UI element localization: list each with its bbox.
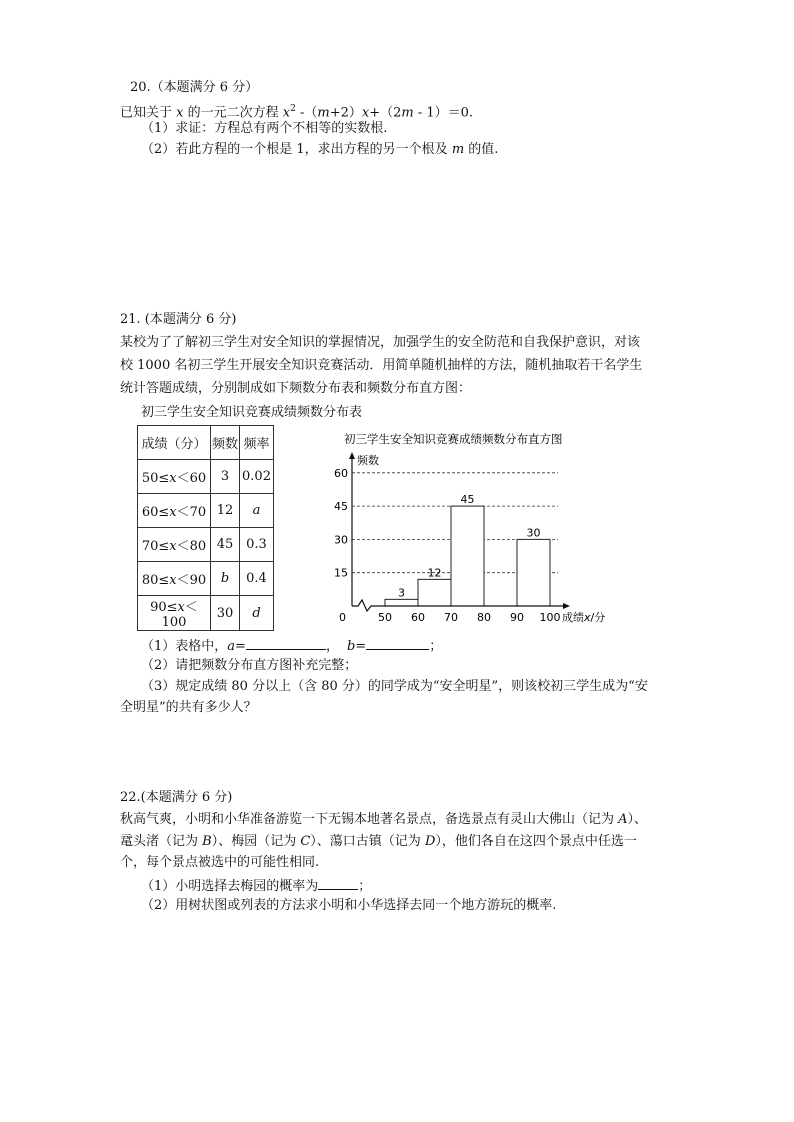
q22-para-line3: 个，每个景点被选中的可能性相同. — [120, 855, 320, 870]
y-axis-arrow-icon — [349, 452, 355, 459]
q21-part2: （2）请把频数分布直方图补充完整； — [141, 658, 358, 673]
var-m: m — [401, 105, 414, 121]
table-header-row — [138, 426, 274, 460]
q20-part1: （1）求证：方程总有两个不相等的实数根. — [141, 121, 388, 136]
table-header-cell: 频数 — [211, 426, 240, 460]
separator: ， — [325, 639, 339, 654]
x-tick-label: 70 — [444, 611, 458, 624]
x-tick-label: 90 — [510, 611, 524, 624]
q21-para-line1: 某校为了了解初三学生对安全知识的掌握情况，加强学生的安全防范和自我保护意识，对该 — [120, 335, 641, 350]
y-tick-label: 60 — [334, 466, 348, 480]
table-row — [138, 528, 274, 562]
q22-header: 22.(本题满分 6 分) — [120, 790, 233, 805]
freq-cell: d — [240, 596, 274, 631]
q20-part2-text: （2）若此方程的一个根是 1，求出方程的另一个根及 — [141, 142, 452, 157]
table-row — [138, 494, 274, 528]
q21-part3-line1: （3）规定成绩 80 分以上（含 80 分）的同学成为“安全明星”，则该校初三学生成为“安 — [141, 679, 648, 694]
q22-text: 鼋头渚（记为 — [120, 834, 203, 849]
count-cell: b — [211, 562, 240, 596]
table-row — [138, 460, 274, 494]
count-cell: 45 — [211, 528, 240, 562]
chart-title: 初三学生安全知识竞赛成绩频数分布直方图 — [344, 432, 563, 446]
q22-text: ）、蕩口古镇（记为 — [310, 834, 425, 849]
table-header-cell: 成绩（分） — [138, 426, 211, 460]
q21-para-line2: 校 1000 名初三学生开展安全知识竞赛活动．用简单随机抽样的方法，随机抽取若干名学生 — [120, 358, 643, 373]
semicolon: ； — [429, 639, 443, 654]
q21-para-line3: 统计答题成绩，分别制成如下频数分布表和频数分布直方图： — [120, 381, 472, 396]
bar-value-label: 12 — [427, 566, 442, 580]
answer-blank-b[interactable] — [366, 636, 429, 650]
x-axis-arrow-icon — [563, 603, 570, 609]
frequency-table — [137, 425, 274, 631]
count-cell: 3 — [211, 460, 240, 494]
var-a: a — [227, 639, 236, 654]
range-cell: 60≤x＜70 — [138, 494, 211, 528]
q22-para-line1 — [120, 811, 647, 829]
var-x: x — [361, 105, 370, 121]
y-tick-label: 45 — [334, 500, 348, 514]
var-m: m — [451, 142, 465, 157]
q20-part2-text-2: 的值. — [464, 142, 499, 157]
count-cell: 12 — [211, 494, 240, 528]
x-tick-label: 100 — [539, 611, 561, 624]
bar-value-label: 45 — [460, 493, 475, 507]
table-row — [138, 562, 274, 596]
bar-value-label: 3 — [398, 586, 405, 600]
q21-part1-text: （1）表格中， — [141, 639, 228, 654]
x-tick-label: 50 — [378, 611, 392, 624]
q20-stem-text-2: 的一元二次方程 — [183, 105, 283, 121]
var-C: C — [300, 834, 311, 849]
q20-part2 — [141, 141, 498, 159]
q22-text: 秋高气爽，小明和小华准备游览一下无锡本地著名景点，备选景点有灵山大佛山（记为 — [120, 812, 619, 827]
q22-text: ）、梅园（记为 — [211, 834, 301, 849]
y-tick-label: 30 — [334, 533, 348, 547]
answer-blank-probability[interactable] — [318, 876, 358, 890]
equation-text: -（ — [295, 105, 318, 121]
equals-sign: = — [235, 639, 246, 654]
q20-stem-text: 已知关于 — [120, 105, 177, 121]
q22-text: ），他们各自在这四个景点中任选一 — [435, 834, 637, 849]
table-row — [138, 596, 274, 631]
histogram-bar — [451, 506, 484, 606]
var-B: B — [202, 834, 212, 849]
var-x: x — [282, 105, 291, 121]
origin-label: 0 — [339, 611, 346, 624]
q21-part1 — [141, 636, 442, 656]
q21-header: 21. (本题满分 6 分) — [120, 312, 237, 327]
range-cell: 70≤x＜80 — [138, 528, 211, 562]
y-axis-label: 频数 — [357, 454, 379, 467]
var-D: D — [424, 834, 436, 849]
x-tick-label: 60 — [411, 611, 425, 624]
equation-text: - 1）＝0. — [413, 105, 474, 121]
y-tick-label: 15 — [334, 566, 348, 580]
range-cell: 90≤x＜100 — [138, 596, 211, 631]
var-b: b — [346, 639, 356, 654]
exponent: 2 — [290, 104, 296, 114]
q20-header: 20.（本题满分 6 分） — [130, 80, 259, 95]
var-m: m — [317, 105, 330, 121]
freq-cell: 0.4 — [240, 562, 274, 596]
var-x: x — [176, 105, 184, 121]
histogram-bar — [385, 599, 418, 606]
q21-part3-line2: 全明星”的共有多少人？ — [120, 700, 257, 715]
range-cell: 80≤x＜90 — [138, 562, 211, 596]
answer-blank-a[interactable] — [246, 636, 326, 650]
q22-text: ）、 — [627, 812, 648, 827]
equation-text: +2） — [329, 105, 362, 121]
histogram-bar — [418, 579, 451, 606]
q22-part1-text: （1）小明选择去梅园的概率为 — [141, 879, 319, 894]
equals-sign: = — [355, 639, 367, 654]
equation-text: +（2 — [369, 105, 402, 121]
q22-part1 — [141, 876, 371, 896]
freq-cell: a — [240, 494, 274, 528]
range-cell: 50≤x＜60 — [138, 460, 211, 494]
histogram-bar — [517, 539, 550, 606]
q20-stem — [120, 100, 473, 122]
bar-value-label: 30 — [526, 526, 541, 540]
frequency-histogram — [326, 428, 626, 624]
count-cell: 30 — [211, 596, 240, 631]
table-header-cell: 频率 — [240, 426, 274, 460]
table-title: 初三学生安全知识竞赛成绩频数分布表 — [141, 405, 363, 420]
q22-part2: （2）用树状图或列表的方法求小明和小华选择去同一个地方游玩的概率. — [141, 898, 557, 913]
freq-cell: 0.3 — [240, 528, 274, 562]
var-A: A — [618, 812, 628, 827]
freq-cell: 0.02 — [240, 460, 274, 494]
x-axis-label: 成绩x/分 — [562, 611, 606, 624]
semicolon: ； — [358, 879, 372, 894]
q22-para-line2 — [120, 833, 637, 851]
x-tick-label: 80 — [477, 611, 491, 624]
